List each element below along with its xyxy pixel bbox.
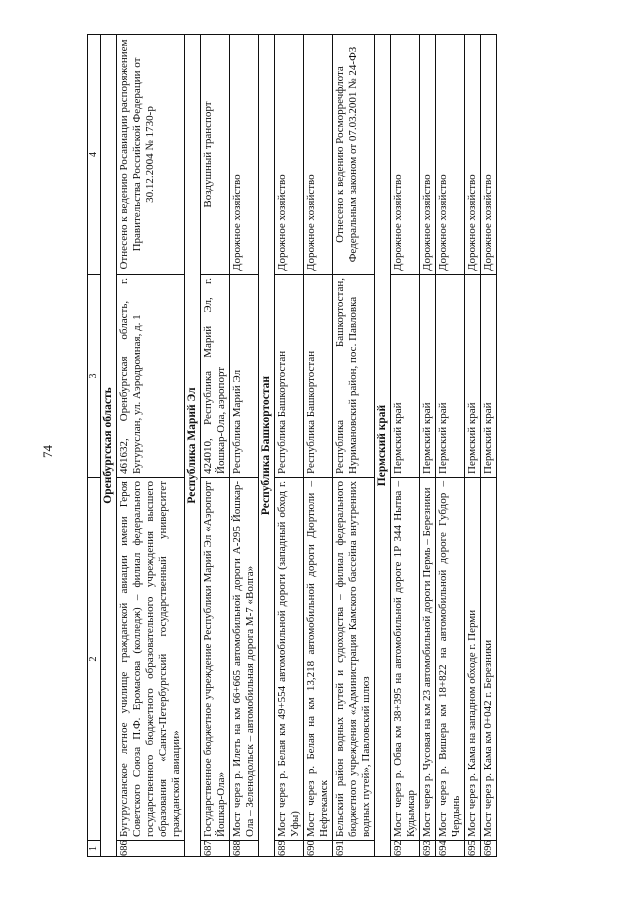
object-name: Мост через р. Кама км 0+042 г. Березники [481,478,497,841]
region-title: Республика Марий Эл [185,35,201,857]
row-number: 686 [117,841,185,857]
table-row [481,35,497,857]
header-row [88,35,101,857]
object-name: Мост через р. Белая на км 13,218 автомобильной дороги Дюртюли – Нефтекамск [304,478,333,841]
table-row [333,35,375,857]
object-name: Мост через р. Кама на западном обходе г. Перми [465,478,481,841]
object-note: Дорожное хозяйство [436,35,465,275]
row-number: 693 [420,841,436,857]
object-location: Пермский край [465,275,481,478]
object-note: Отнесено к ведению Росморречфлота Федеральным законом от 07.03.2001 № 24-ФЗ [333,35,375,275]
row-number: 689 [275,841,304,857]
object-name: Государственное бюджетное учреждение Республики Марий Эл «Аэропорт Йошкар-Ола» [201,478,230,841]
page-number: 74 [40,445,55,458]
object-location: Пермский край [436,275,465,478]
region-title: Оренбургская область [101,35,117,857]
object-location: 461632, Оренбургская область, г. Бугуруслан, ул. Аэродромная, д. 1 [117,275,185,478]
row-number: 695 [465,841,481,857]
object-note: Дорожное хозяйство [465,35,481,275]
object-note: Дорожное хозяйство [420,35,436,275]
table-row [436,35,465,857]
table-row [275,35,304,857]
object-name: Мост через р. Белая км 49+554 автомобильной дороги (западный обход г. Уфы) [275,478,304,841]
row-number: 688 [230,841,259,857]
table-row [391,35,420,857]
table-row [465,35,481,857]
row-number: 696 [481,841,497,857]
header-col-4: 4 [88,35,101,275]
object-note: Дорожное хозяйство [230,35,259,275]
table-row [201,35,230,857]
row-number: 690 [304,841,333,857]
region-row [259,35,275,857]
object-name: Мост через р. Обва км 38+395 на автомобильной дороге 1Р 344 Нытва – Кудымкар [391,478,420,841]
region-title: Пермский край [375,35,391,857]
object-location: Пермский край [420,275,436,478]
object-location: Пермский край [391,275,420,478]
header-col-3: 3 [88,275,101,478]
object-location: Пермский край [481,275,497,478]
row-number: 691 [333,841,375,857]
object-location: Республика Башкортостан [304,275,333,478]
table-row [117,35,185,857]
region-row [101,35,117,857]
object-name: Мост через р. Чусовая на км 23 автомобильной дороги Пермь – Березники [420,478,436,841]
region-title: Республика Башкортостан [259,35,275,857]
object-location: 424010, Республика Марий Эл, г. Йошкар-Ола, аэропорт [201,275,230,478]
row-number: 694 [436,841,465,857]
table-row [304,35,333,857]
region-row [185,35,201,857]
object-name: Мост через р. Илеть на км 66+665 автомобильной дороги А-295 Йошкар-Ола – Зеленодольск – автомобильная дорога М-7 «Волга» [230,478,259,841]
row-number: 687 [201,841,230,857]
registry-table [87,34,497,857]
row-number: 692 [391,841,420,857]
object-note: Дорожное хозяйство [391,35,420,275]
rotated-table-container [87,35,549,857]
table-row [420,35,436,857]
object-note: Дорожное хозяйство [275,35,304,275]
object-location: Республика Башкортостан, Нуримановский район, пос. Павловка [333,275,375,478]
object-name: Бельский район водных путей и судоходства – филиал федерального бюджетного учреждения «Администрация Камского бассейна внутренних водных путей», Павловский шлюз [333,478,375,841]
table-row [230,35,259,857]
object-note: Дорожное хозяйство [304,35,333,275]
object-location: Республика Марий Эл [230,275,259,478]
header-col-1: 1 [88,841,101,857]
object-note: Отнесено к ведению Росавиации распоряжением Правительства Российской Федерации от 30.12.2004 № 1730-р [117,35,185,275]
object-note: Дорожное хозяйство [481,35,497,275]
object-location: Республика Башкортостан [275,275,304,478]
object-name: Бугурусланское летное училище гражданской авиации имени Героя Советского Союза П.Ф. Еромасова (колледж) – филиал федерального государственного бюджетного образовательного учреждения высшего образования «Санкт-Петербургский государственный университет гражданской авиации» [117,478,185,841]
object-name: Мост через р. Вишера км 18+822 на автомобильной дороге Губдор – Чердынь [436,478,465,841]
region-row [375,35,391,857]
header-col-2: 2 [88,478,101,841]
object-note: Воздушный транспорт [201,35,230,275]
